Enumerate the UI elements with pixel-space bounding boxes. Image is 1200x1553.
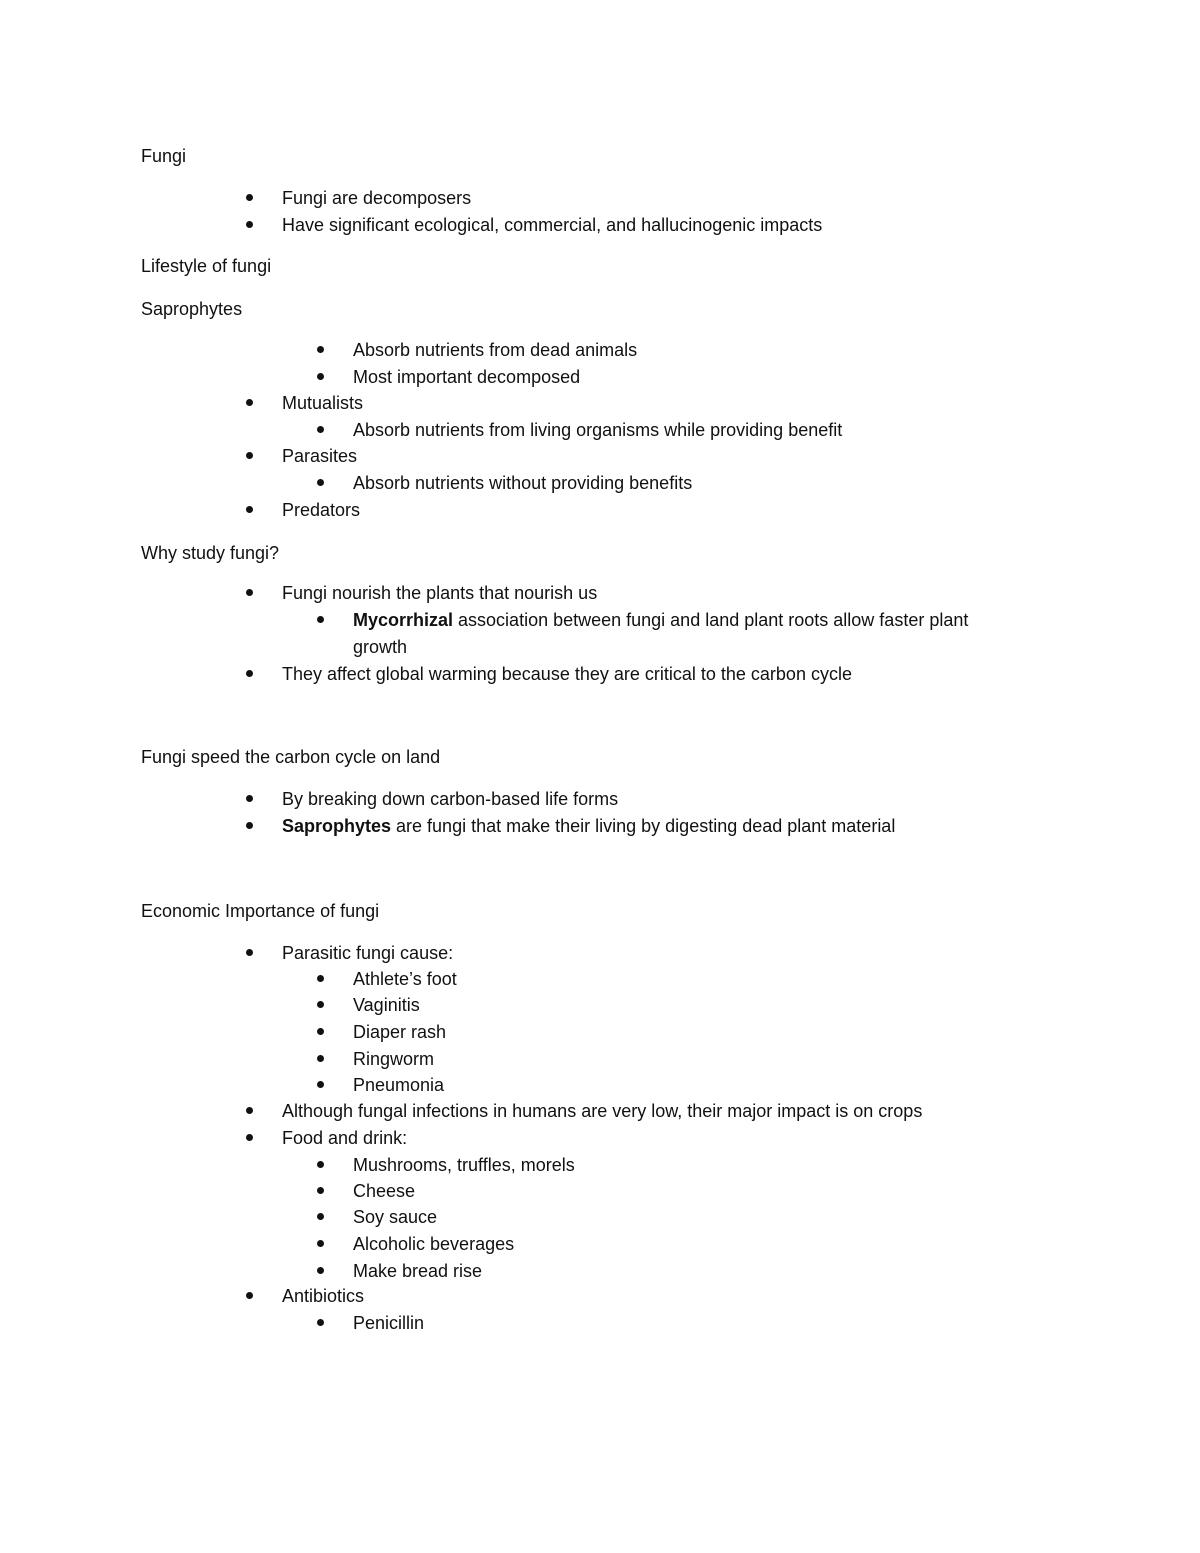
bullet-icon [317, 616, 324, 623]
heading-lifestyle: Lifestyle of fungi [141, 256, 272, 276]
list-item: Athlete’s foot [353, 969, 457, 989]
bullet-icon [317, 975, 324, 982]
subheading-saprophytes: Saprophytes [141, 299, 243, 319]
bullet-icon [317, 479, 324, 486]
bullet-icon [246, 194, 253, 201]
list-item: Absorb nutrients from dead animals [353, 340, 638, 360]
list-item: Vaginitis [353, 995, 420, 1015]
list-item: Have significant ecological, commercial, and hallucinogenic impacts [282, 215, 823, 235]
heading-economic: Economic Importance of fungi [141, 901, 380, 921]
bullet-icon [317, 1055, 324, 1062]
list-item: Although fungal infections in humans are very low, their major impact is on crops [282, 1101, 923, 1121]
heading-fungi: Fungi [141, 146, 187, 166]
bullet-icon [246, 506, 253, 513]
list-item: Absorb nutrients from living organisms while providing benefit [353, 420, 843, 440]
list-item [353, 607, 968, 633]
bold-term: Mycorrhizal [353, 610, 454, 630]
bullet-icon [317, 1267, 324, 1274]
list-item: Predators [282, 500, 361, 520]
bullet-icon [246, 795, 253, 802]
list-item: Absorb nutrients without providing benefits [353, 473, 693, 493]
list-item: Parasitic fungi cause: [282, 943, 454, 963]
bullet-icon [246, 670, 253, 677]
bullet-icon [317, 1319, 324, 1326]
list-item: Parasites [282, 446, 358, 466]
bold-term: Saprophytes [282, 816, 392, 836]
bullet-icon [317, 1240, 324, 1247]
bullet-icon [246, 822, 253, 829]
list-item: Food and drink: [282, 1128, 408, 1148]
list-item: Soy sauce [353, 1207, 438, 1227]
bullet-icon [246, 452, 253, 459]
list-item: Cheese [353, 1181, 416, 1201]
heading-carbon-cycle: Fungi speed the carbon cycle on land [141, 747, 441, 767]
list-item: Diaper rash [353, 1022, 447, 1042]
bullet-icon [317, 1081, 324, 1088]
bullet-icon [317, 346, 324, 353]
list-item: Penicillin [353, 1313, 425, 1333]
bullet-icon [317, 1213, 324, 1220]
list-item: Antibiotics [282, 1286, 365, 1306]
list-item-text: association between fungi and land plant roots allow faster plant [453, 610, 969, 630]
bullet-icon [317, 373, 324, 380]
bullet-icon [317, 1028, 324, 1035]
list-item: Mutualists [282, 393, 364, 413]
list-item: Alcoholic beverages [353, 1234, 515, 1254]
list-item [282, 813, 895, 839]
bullet-icon [246, 589, 253, 596]
bullet-icon [246, 1134, 253, 1141]
heading-why-study: Why study fungi? [141, 543, 280, 563]
bullet-icon [246, 221, 253, 228]
bullet-icon [246, 1292, 253, 1299]
list-item: Make bread rise [353, 1261, 483, 1281]
list-item: Ringworm [353, 1049, 435, 1069]
list-item-continuation: growth [353, 637, 408, 657]
bullet-icon [317, 1187, 324, 1194]
list-item: Pneumonia [353, 1075, 445, 1095]
list-item: Fungi nourish the plants that nourish us [282, 583, 598, 603]
list-item: Most important decomposed [353, 367, 581, 387]
list-item: They affect global warming because they are critical to the carbon cycle [282, 664, 852, 684]
bullet-icon [246, 1107, 253, 1114]
bullet-icon [317, 1161, 324, 1168]
bullet-icon [317, 426, 324, 433]
list-item: Mushrooms, truffles, morels [353, 1155, 575, 1175]
bullet-icon [317, 1001, 324, 1008]
bullet-icon [246, 399, 253, 406]
bullet-icon [246, 949, 253, 956]
list-item: Fungi are decomposers [282, 188, 472, 208]
list-item: By breaking down carbon-based life forms [282, 789, 619, 809]
list-item-text: are fungi that make their living by digesting dead plant material [391, 816, 896, 836]
